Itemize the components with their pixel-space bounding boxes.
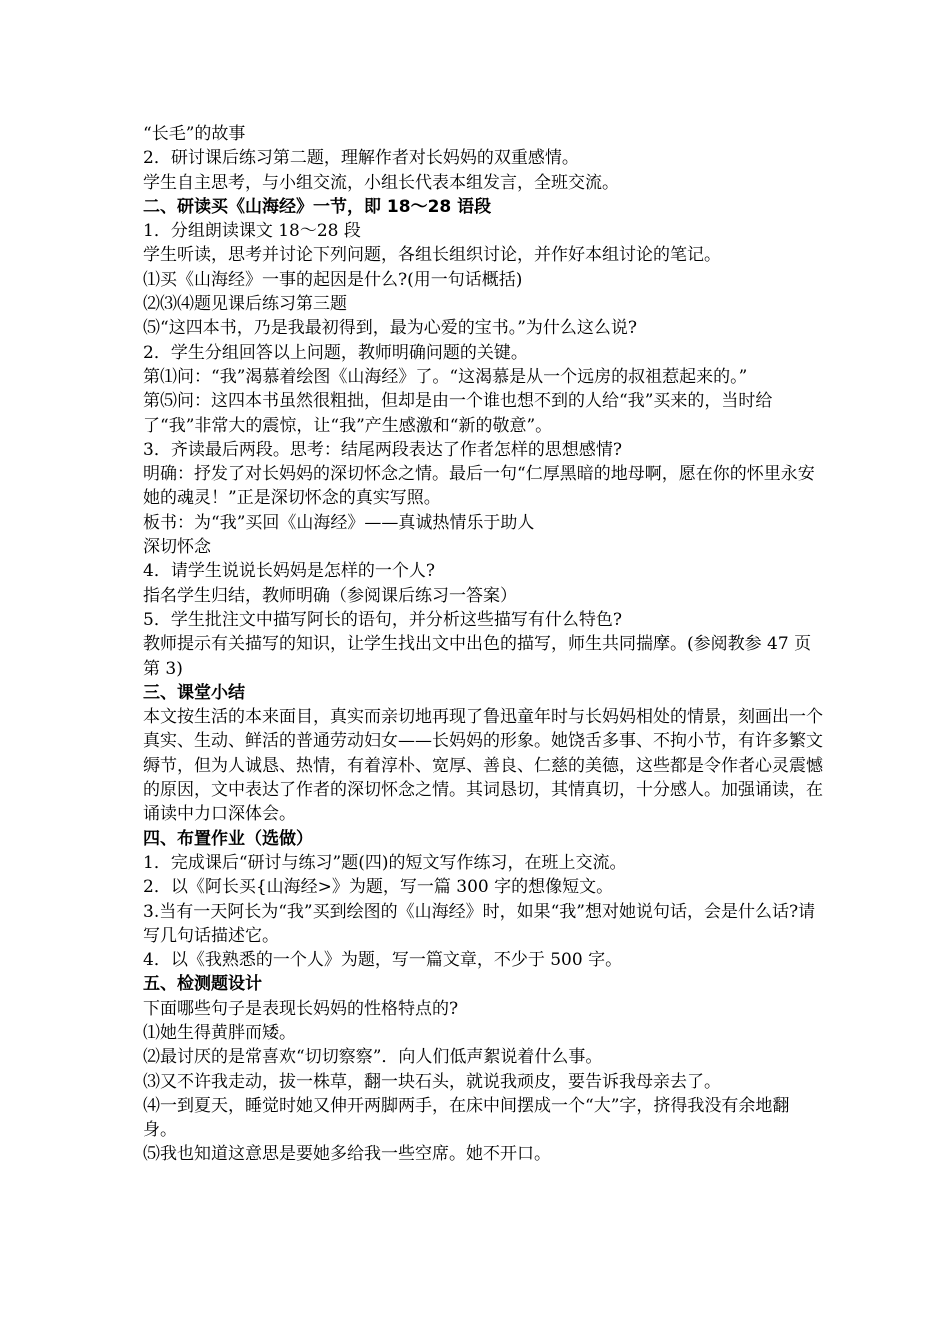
- text-line: 2．研讨课后练习第二题，理解作者对长妈妈的双重感情。: [143, 148, 579, 169]
- text-paragraph: 第⑸问：这四本书虽然很粗拙，但却是由一个谁也想不到的人给“我”买来的，当时给了“我”非常大的震惊，让“我”产生感激和“新的敬意”。: [143, 391, 773, 436]
- text-line: “长毛”的故事: [143, 124, 246, 144]
- text-line: 学生听读，思考并讨论下列问题，各组长组织讨论，并作好本组讨论的笔记。: [143, 245, 721, 266]
- text-line: 指名学生归结，教师明确（参阅课后练习一答案）: [143, 585, 517, 606]
- section-heading: 四、布置作业（选做）: [143, 828, 313, 849]
- text-paragraph: 教师提示有关描写的知识，让学生找出文中出色的描写，师生共同揣摩。(参阅教参 47 页第 3): [143, 634, 812, 679]
- text-line: 5．学生批注文中描写阿长的语句，并分析这些描写有什么特色?: [143, 609, 622, 630]
- question-option: ⑵最讨厌的是常喜欢“切切察察”．向人们低声絮说着什么事。: [143, 1047, 603, 1068]
- text-line: ⑴买《山海经》一事的起因是什么?(用一句话概括): [143, 269, 523, 290]
- question-option: ⑸我也知道这意思是要她多给我一些空席。她不开口。: [143, 1144, 551, 1165]
- text-line: ⑸“这四本书，乃是我最初得到，最为心爱的宝书。”为什么这么说?: [143, 318, 637, 339]
- text-line: ⑵⑶⑷题见课后练习第三题: [143, 294, 347, 315]
- question-option: ⑶又不许我走动，拔一株草，翻一块石头，就说我顽皮，要告诉我母亲去了。: [143, 1071, 721, 1092]
- text-paragraph: 3.当有一天阿长为“我”买到绘图的《山海经》时，如果“我”想对她说句话，会是什么话?请写几句话描述它。: [143, 901, 816, 946]
- blackboard-line: 深切怀念: [143, 537, 211, 558]
- blackboard-line: 板书：为“我”买回《山海经》——真诚热情乐于助人: [143, 512, 535, 533]
- question-option: ⑴她生得黄胖而矮。: [143, 1022, 296, 1043]
- question-option: ⑷一到夏天，睡觉时她又伸开两脚两手，在床中间摆成一个“大”字，挤得我没有余地翻身。: [143, 1095, 790, 1141]
- summary-paragraph: 本文按生活的本来面目，真实而亲切地再现了鲁迅童年时与长妈妈相处的情景，刻画出一个真实、生动、鲜活的普通劳动妇女——长妈妈的形象。她饶舌多事、不拘小节，有许多繁文缛节，但为人诚恳、热情，有着淳朴、宽厚、善良、仁慈的美德，这些都是令作者心灵震憾的原因，文中表达了作者的深切怀念之情。其词恳切，其情真切，十分感人。加强诵读，在诵读中力口深体会。: [143, 707, 823, 825]
- text-line: 1．分组朗读课文 18～28 段: [143, 221, 361, 242]
- section-heading: 三、课堂小结: [143, 682, 245, 703]
- text-paragraph: 明确：抒发了对长妈妈的深切怀念之情。最后一句“仁厚黑暗的地母啊，愿在你的怀里永安她的魂灵！”正是深切怀念的真实写照。: [143, 464, 815, 509]
- text-paragraph: 第⑴问：“我”渴慕着绘图《山海经》了。“这渴慕是从一个远房的叔祖惹起来的。”: [143, 366, 748, 387]
- text-line: 学生自主思考，与小组交流，小组长代表本组发言，全班交流。: [143, 172, 619, 193]
- text-line: 2．学生分组回答以上问题，教师明确问题的关键。: [143, 342, 528, 363]
- text-line: 3．齐读最后两段。思考：结尾两段表达了作者怎样的思想感情?: [143, 439, 622, 460]
- text-line: 1．完成课后“研讨与练习”题(四)的短文写作练习，在班上交流。: [143, 852, 627, 873]
- text-line: 2．以《阿长买{山海经>》为题，写一篇 300 字的想像短文。: [143, 877, 614, 898]
- text-line: 4．请学生说说长妈妈是怎样的一个人?: [143, 561, 435, 582]
- document-body: [143, 122, 823, 1167]
- text-line: 下面哪些句子是表现长妈妈的性格特点的?: [143, 998, 459, 1019]
- section-heading: 五、检测题设计: [143, 974, 262, 995]
- text-line: 4．以《我熟悉的一个人》为题，写一篇文章，不少于 500 字。: [143, 950, 623, 971]
- section-heading: 二、研读买《山海经》一节，即 18～28 语段: [143, 196, 492, 217]
